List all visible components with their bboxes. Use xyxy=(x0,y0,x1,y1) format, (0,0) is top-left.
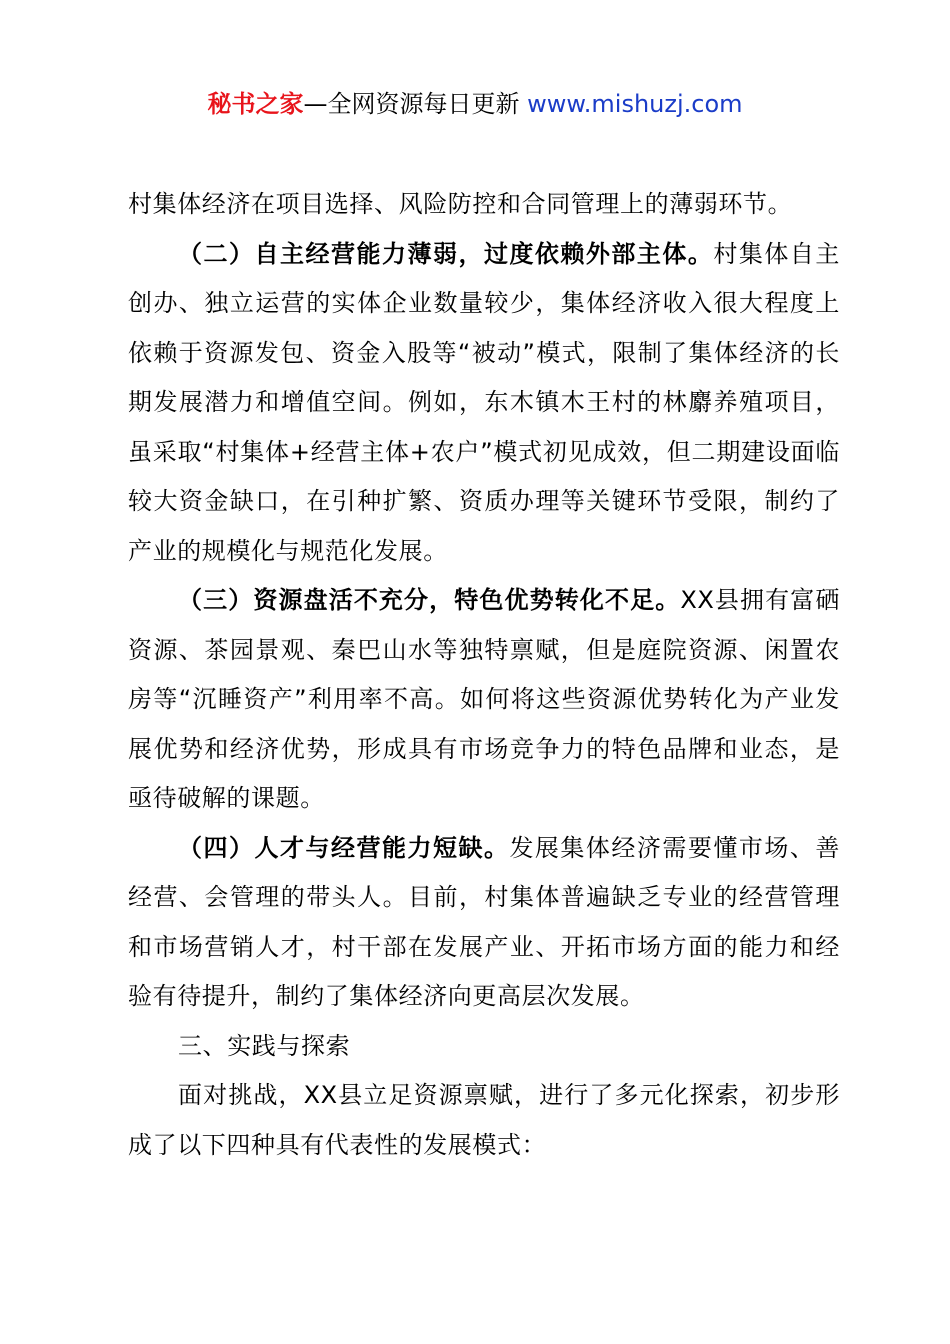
site-url-link[interactable]: www.mishuzj.com xyxy=(527,90,743,118)
header-tagline: —全网资源每日更新 xyxy=(303,90,528,118)
document-body xyxy=(128,180,840,1170)
brand-name: 秘书之家 xyxy=(207,90,304,118)
section-heading: （二）自主经营能力薄弱，过度依赖外部主体。 xyxy=(178,239,714,268)
paragraph-section-2 xyxy=(128,230,840,577)
paragraph-continuation xyxy=(128,180,840,230)
paragraph-text: XX县拥有富硒资源、茶园景观、秦巴山水等独特禀赋，但是庭院资源、闲置农房等“沉睡资产”利用率不高。如何将这些资源优势转化为产业发展优势和经济优势，形成具有市场竞争力的特色品牌和业态，是亟待破解的课题。 xyxy=(128,586,840,812)
section-heading: （三）资源盘活不充分，特色优势转化不足。 xyxy=(178,586,681,614)
chapter-heading xyxy=(128,1022,840,1072)
paragraph-text: 村集体自主创办、独立运营的实体企业数量较少，集体经济收入很大程度上依赖于资源发包、资金入股等“被动”模式，限制了集体经济的长期发展潜力和增值空间。例如，东木镇木王村的林麝养殖项目，虽采取“村集体+经营主体+农户”模式初见成效，但二期建设面临较大资金缺口，在引种扩繁、资质办理等关键环节受限，制约了产业的规模化与规范化发展。 xyxy=(128,239,840,565)
paragraph-section-4 xyxy=(128,824,840,1022)
chapter-title: 三、实践与探索 xyxy=(178,1031,351,1060)
paragraph-intro xyxy=(128,1071,840,1170)
paragraph-section-3 xyxy=(128,576,840,824)
section-heading: （四）人才与经营能力短缺。 xyxy=(178,833,510,862)
site-header xyxy=(0,86,950,122)
paragraph-text: 面对挑战，XX县立足资源禀赋，进行了多元化探索，初步形成了以下四种具有代表性的发展模式： xyxy=(128,1081,840,1159)
paragraph-text: 发展集体经济需要懂市场、善经营、会管理的带头人。目前，村集体普遍缺乏专业的经营管理和市场营销人才，村干部在发展产业、开拓市场方面的能力和经验有待提升，制约了集体经济向更高层次发展。 xyxy=(128,833,840,1010)
paragraph-text: 村集体经济在项目选择、风险防控和合同管理上的薄弱环节。 xyxy=(128,190,793,218)
